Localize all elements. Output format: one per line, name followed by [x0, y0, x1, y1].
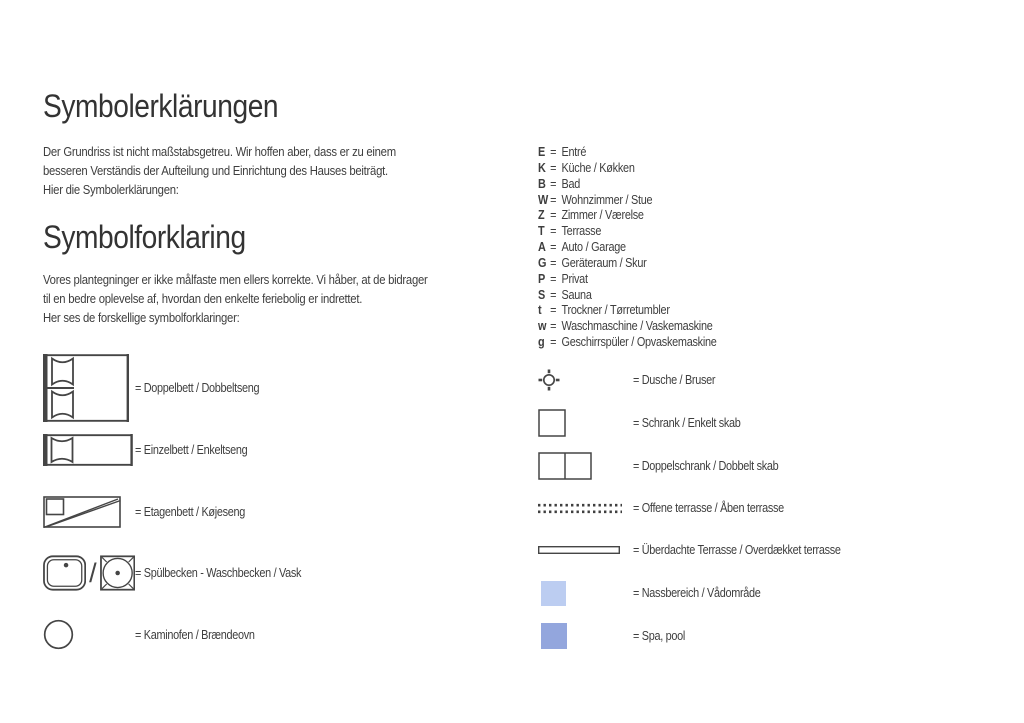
code-letter: S [538, 287, 546, 302]
code-letter: W [538, 192, 549, 207]
code-letter: K [538, 160, 546, 175]
code-equals: = [550, 145, 557, 159]
legend-label: = Überdachte Terrasse / Overdækket terrasse [633, 543, 841, 557]
code-equals: = [550, 287, 557, 302]
code-meaning: Terrasse [561, 224, 602, 239]
code-equals: = [550, 208, 557, 223]
code-meaning: Entré [561, 145, 587, 159]
code-equals: = [550, 176, 557, 191]
sink-round-icon [43, 555, 86, 591]
letter-code-row [538, 335, 717, 351]
code-letter: t [538, 303, 542, 318]
code-equals: = [550, 319, 557, 334]
slash-separator: / [89, 557, 97, 588]
legend-label: = Nassbereich / Vådområde [633, 586, 761, 600]
letter-code-row [538, 272, 717, 288]
code-equals: = [550, 224, 557, 239]
code-letter: T [538, 224, 545, 239]
legend-row [538, 409, 757, 437]
paragraph-line: til en bedre oplevelse af, hvordan den enkelte feriebolig er indrettet. [43, 291, 363, 306]
code-letter: w [538, 319, 547, 334]
letter-code-row [538, 193, 717, 209]
legend-row [538, 544, 872, 556]
legend-row [538, 501, 806, 515]
legend-label: = Einzelbett / Enkeltseng [135, 443, 248, 457]
danish-paragraph [43, 270, 428, 327]
code-meaning: Geschirrspüler / Opvaskemaskine [561, 335, 717, 350]
bunk-bed-icon [43, 496, 121, 528]
legend-label: = Dusche / Bruser [633, 373, 716, 387]
paragraph-line: Hier die Symbolerklärungen: [43, 182, 179, 197]
legend-row [43, 496, 261, 528]
paragraph-line: Vores plantegninger er ikke målfaste men ellers korrekte. Vi håber, at de bidrager [43, 272, 428, 287]
code-meaning: Privat [561, 271, 588, 286]
spa-pool-swatch [541, 623, 567, 649]
legend-row [43, 619, 273, 650]
code-letter: G [538, 255, 547, 270]
legend-row [538, 623, 693, 649]
letter-code-row [538, 145, 717, 161]
legend-label: = Doppelschrank / Dobbelt skab [633, 459, 779, 473]
code-meaning: Sauna [561, 287, 592, 302]
letter-code-row [538, 161, 717, 177]
code-equals: = [550, 192, 557, 207]
shower-icon [538, 369, 560, 391]
code-letter: Z [538, 208, 545, 223]
covered-terrace-icon [538, 546, 620, 554]
double-closet-icon [538, 452, 592, 480]
paragraph-line: besseren Verständis der Aufteilung und Einrichtung des Hauses beiträgt. [43, 163, 388, 178]
code-equals: = [550, 255, 557, 270]
danish-title: Symbolforklaring [43, 219, 246, 255]
letter-code-row [538, 288, 717, 304]
code-letter: B [538, 176, 546, 191]
code-meaning: Waschmaschine / Vaskemaskine [561, 319, 713, 334]
legend-row [538, 368, 727, 392]
code-meaning: Auto / Garage [561, 240, 626, 255]
legend-label: = Offene terrasse / Åben terrasse [633, 501, 784, 515]
code-equals: = [550, 240, 557, 255]
code-meaning: Küche / Køkken [561, 160, 635, 175]
letter-code-row [538, 319, 717, 335]
legend-label: = Spülbecken - Waschbecken / Vask [135, 566, 302, 580]
legend-row [43, 434, 264, 466]
german-paragraph [43, 142, 396, 199]
code-letter: E [538, 145, 546, 159]
legend-row [538, 452, 800, 480]
code-meaning: Geräteraum / Skur [561, 255, 647, 270]
paragraph-line: Der Grundriss ist nicht maßstabsgetreu. Wir hoffen aber, dass er zu einem [43, 144, 396, 159]
code-equals: = [550, 335, 557, 350]
letter-code-row [538, 303, 717, 319]
legend-row [538, 580, 780, 606]
code-equals: = [550, 271, 557, 286]
code-equals: = [550, 160, 557, 175]
single-closet-icon [538, 409, 566, 437]
code-letter: P [538, 271, 546, 286]
letter-code-row [538, 177, 717, 193]
legend-label: = Kaminofen / Brændeovn [135, 627, 255, 642]
code-letter: g [538, 335, 545, 350]
german-title: Symbolerklärungen [43, 88, 279, 124]
sink-square-icon [100, 555, 135, 591]
letter-code-row [538, 224, 717, 240]
letter-code-list [538, 145, 743, 351]
code-meaning: Bad [561, 176, 581, 191]
letter-code-row [538, 240, 717, 256]
code-meaning: Trockner / Tørretumbler [561, 303, 670, 318]
wet-area-swatch [541, 581, 566, 606]
paragraph-line: Her ses de forskellige symbolforklaringer: [43, 310, 240, 325]
legend-row [43, 353, 278, 423]
code-equals: = [550, 303, 557, 318]
fireplace-icon [43, 619, 74, 650]
code-meaning: Zimmer / Værelse [561, 208, 644, 223]
code-meaning: Wohnzimmer / Stue [561, 192, 653, 207]
legend-label: = Doppelbett / Dobbeltseng [135, 381, 260, 395]
legend-label: = Schrank / Enkelt skab [633, 416, 741, 430]
legend-label: = Etagenbett / Køjeseng [135, 505, 245, 519]
letter-code-row [538, 208, 717, 224]
code-letter: A [538, 240, 546, 255]
single-bed-icon [43, 434, 135, 466]
open-terrace-icon [538, 503, 622, 514]
legend-row [43, 555, 326, 591]
legend-label: = Spa, pool [633, 629, 685, 643]
letter-code-row [538, 256, 717, 272]
double-bed-icon [43, 354, 131, 422]
